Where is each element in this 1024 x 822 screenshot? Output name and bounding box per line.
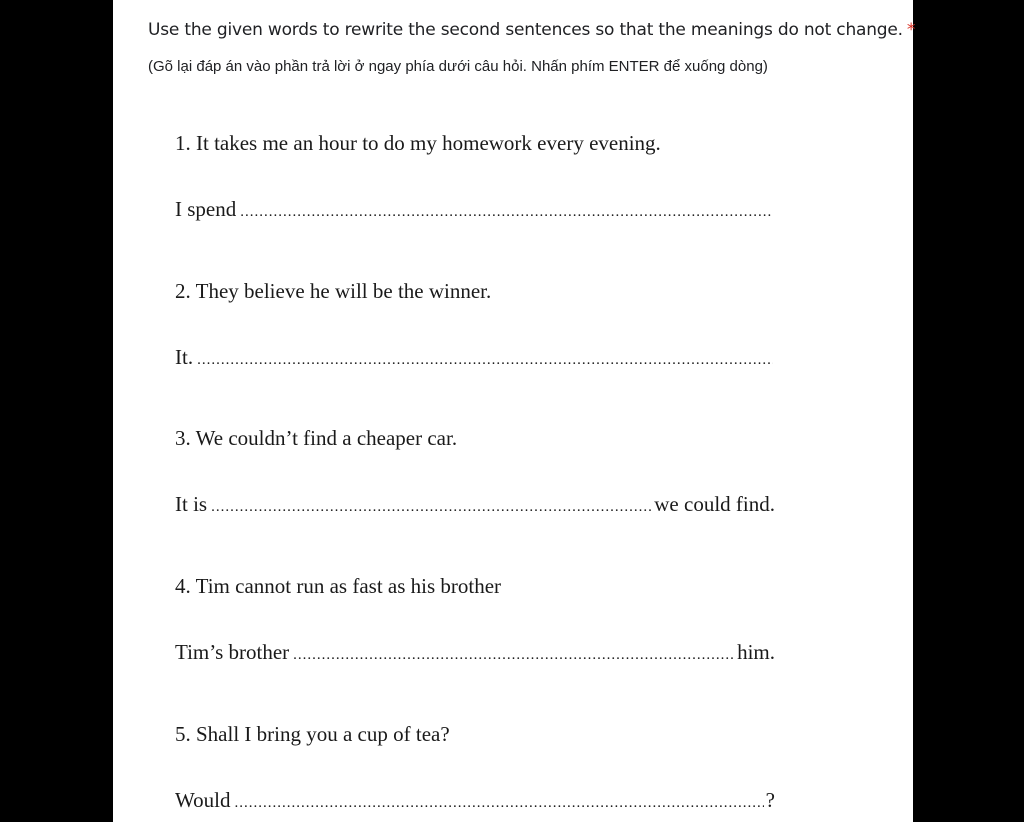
answer-end-4: him. [737, 640, 775, 664]
answer-blank-1 [240, 199, 773, 225]
answer-line-3 [175, 491, 775, 520]
sentence-3: 3. We couldn’t find a cheaper car. [175, 426, 458, 450]
worksheet-image [113, 0, 916, 822]
required-marker: * [906, 20, 916, 40]
answer-end-3: we could find. [654, 492, 775, 516]
answer-line-4 [175, 639, 775, 668]
answer-blank-4 [293, 642, 735, 668]
question-title-text: Use the given words to rewrite the second sentences so that the meanings do not change. [148, 20, 903, 40]
answer-line-5 [175, 787, 775, 816]
answer-line-1 [175, 196, 775, 225]
sentence-4: 4. Tim cannot run as fast as his brother [175, 574, 502, 598]
answer-start-1: I spend [175, 197, 237, 221]
answer-blank-2 [197, 347, 773, 373]
sentence-2: 2. They believe he will be the winner. [175, 279, 492, 303]
answer-end-5: ? [765, 788, 775, 812]
form-question-card [113, 0, 916, 822]
answer-start-3: It is [175, 492, 208, 516]
answer-line-2 [175, 344, 775, 373]
answer-blank-3 [211, 494, 652, 520]
sentence-1: 1. It takes me an hour to do my homework every evening. [175, 131, 661, 155]
answer-start-5: Would [175, 788, 231, 812]
answer-start-2: It. [175, 345, 194, 369]
answer-start-4: Tim’s brother [175, 640, 290, 664]
question-description: (Gõ lại đáp án vào phần trả lời ở ngay phía dưới câu hỏi. Nhấn phím ENTER để xuống dòng) [148, 58, 768, 75]
sentence-5: 5. Shall I bring you a cup of tea? [175, 722, 450, 746]
answer-blank-5 [234, 790, 763, 816]
